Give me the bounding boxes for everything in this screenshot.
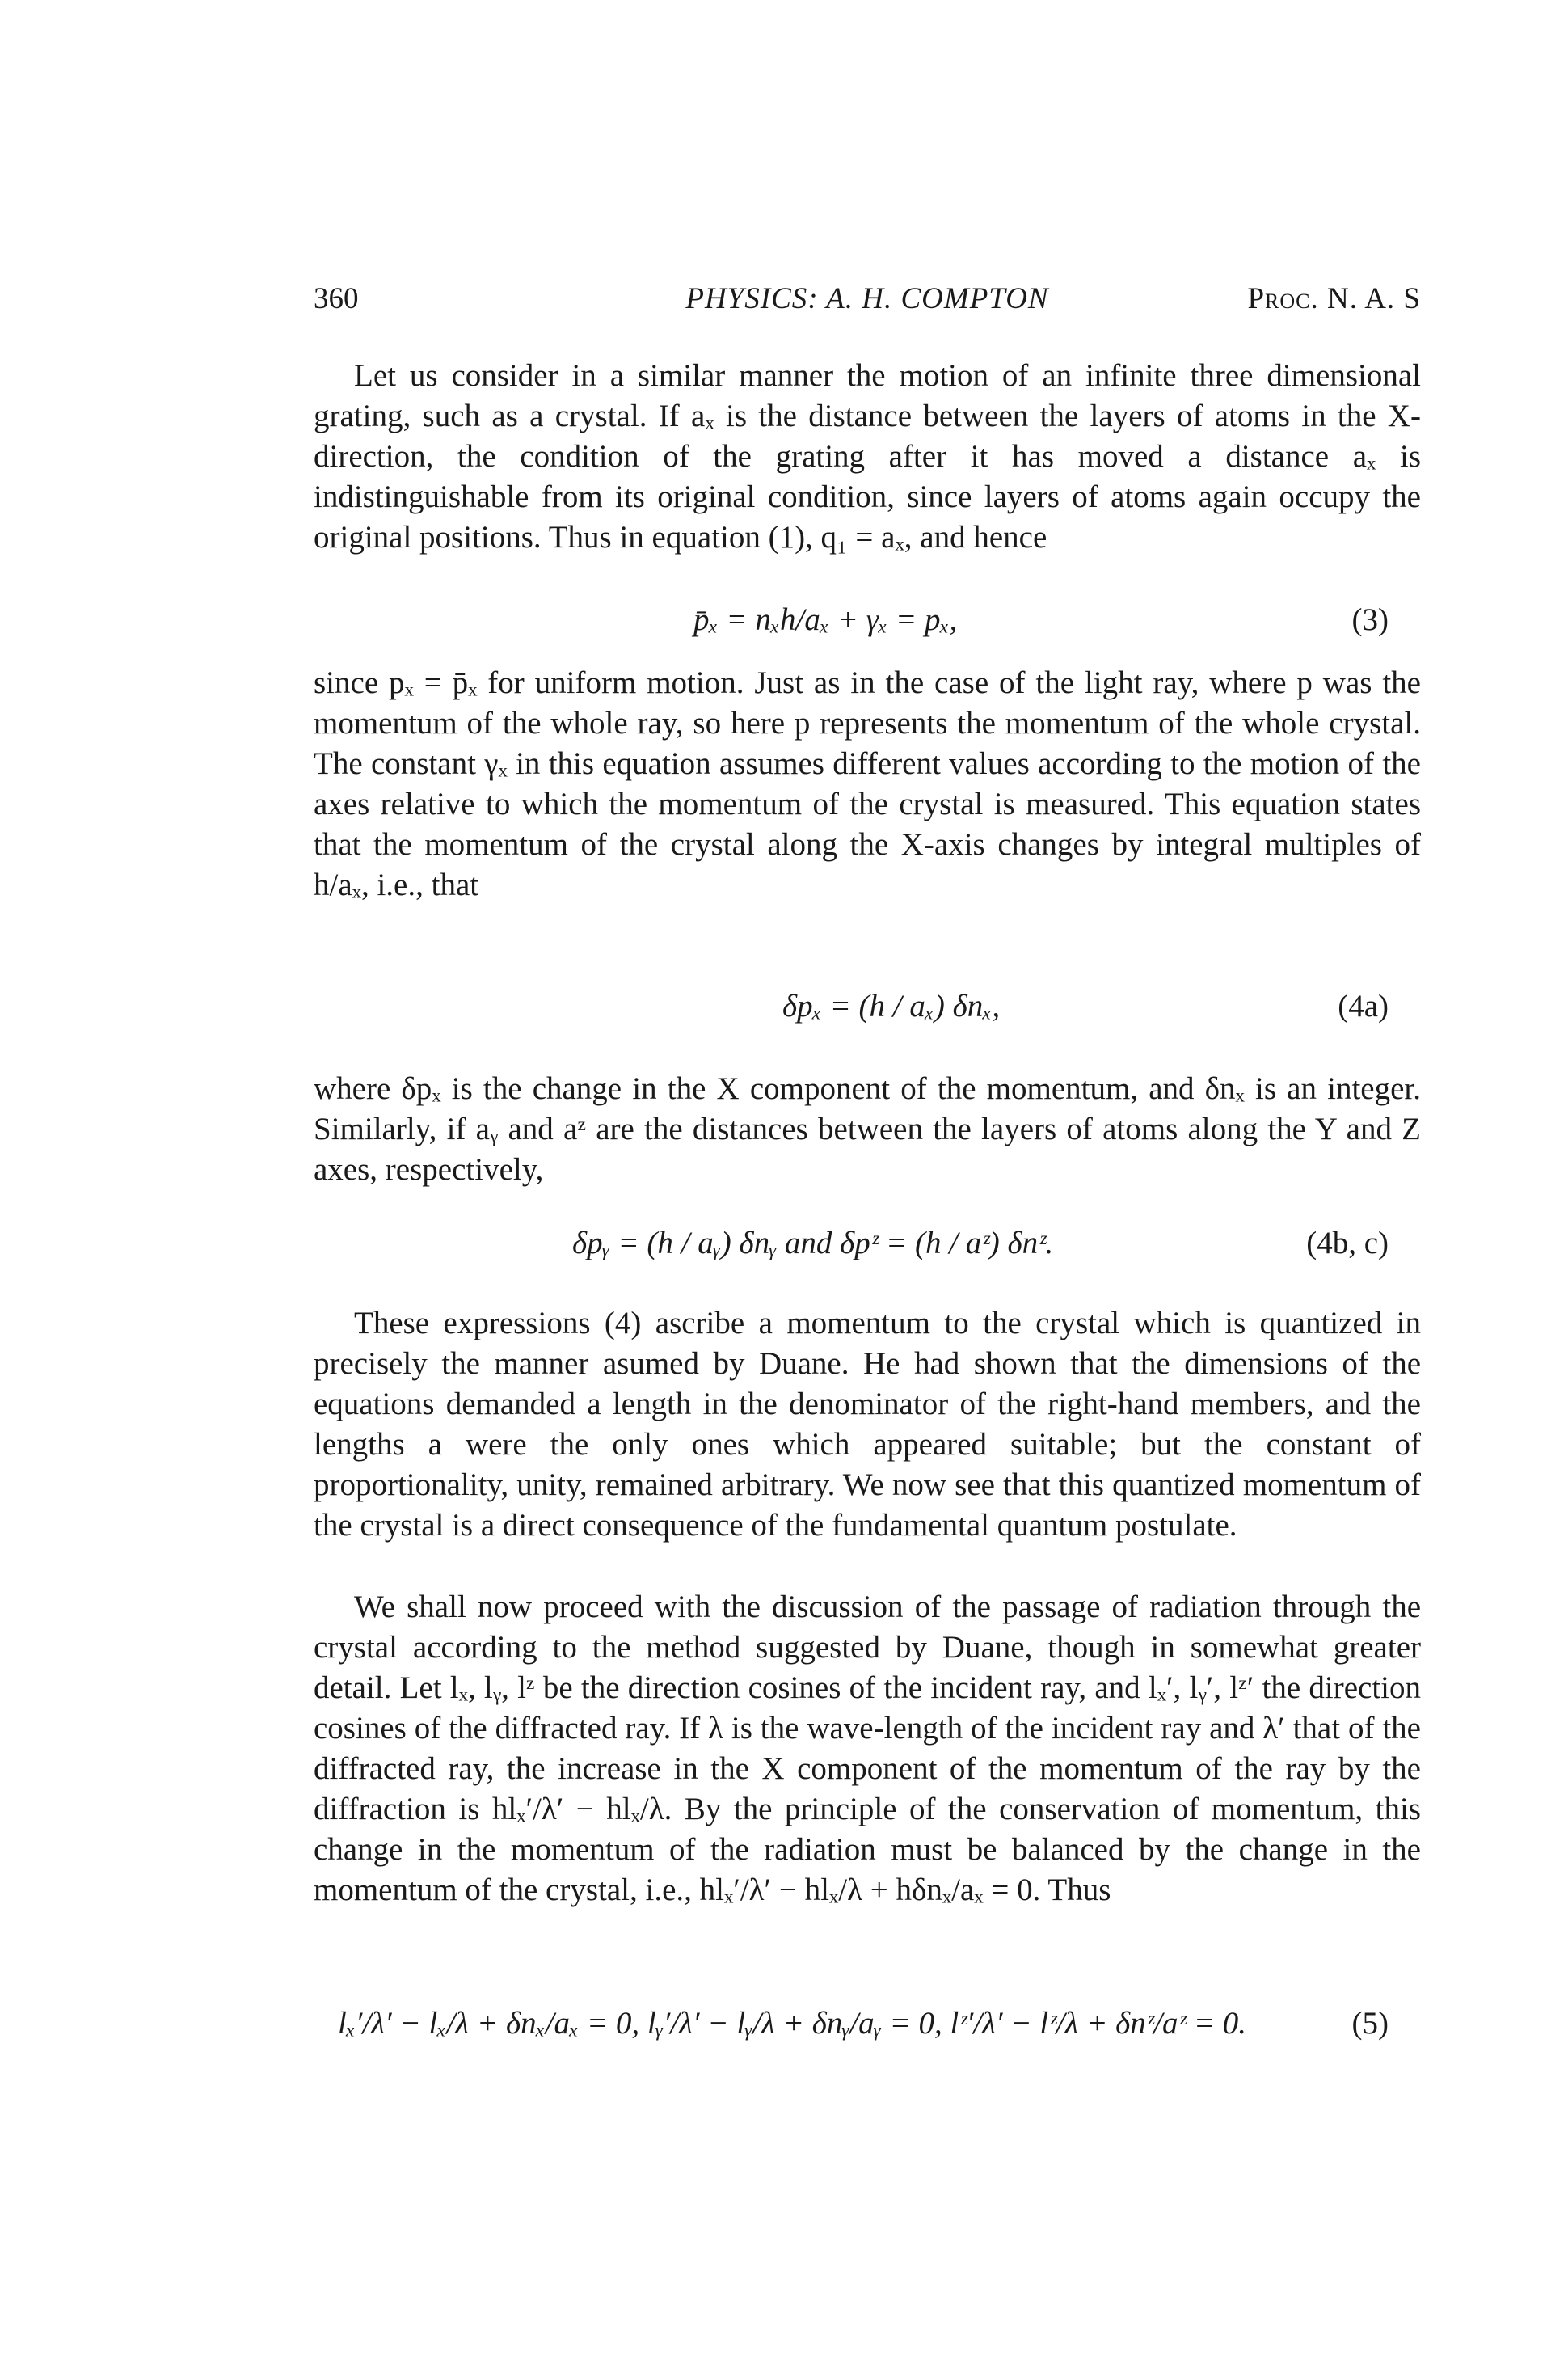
equation-body: p̄ₓ = nₓh/aₓ + γₓ = pₓ, bbox=[693, 602, 958, 637]
running-title: PHYSICS: A. H. COMPTON bbox=[685, 282, 1049, 315]
paragraph-3 bbox=[314, 1069, 1421, 1190]
paragraph-5 bbox=[314, 1587, 1421, 1910]
running-header bbox=[314, 281, 1421, 322]
page-number: 360 bbox=[314, 282, 359, 315]
equation-number: (3) bbox=[1351, 602, 1389, 637]
paragraph-text: These expressions (4) ascribe a momentum to the crystal which is quantized in precisely the manner asumed by Duane. He had shown that the dimensions of the equations demanded a length in the denominator of the right-hand members, and the lengths a were the only ones which appeared suitable; but the constant of proportionality, unity, remained arbitrary. We now see that this quantized momentum of the crystal is a direct consequence of the fundamental quantum postulate. bbox=[314, 1306, 1421, 1543]
equation-number: (4a) bbox=[1338, 989, 1389, 1024]
equation-4a bbox=[314, 988, 1421, 1037]
equation-body: δpᵧ = (h / aᵧ) δnᵧ and δpᶻ = (h / aᶻ) δnᶻ. bbox=[572, 1226, 1054, 1260]
paragraph-text: where δpₓ is the change in the X component of the momentum, and δnₓ is an integer. Similarly, if aᵧ and aᶻ are the distances between the layers of atoms along the Y and Z axes, respectively, bbox=[314, 1071, 1421, 1187]
equation-number: (4b, c) bbox=[1306, 1226, 1389, 1260]
equation-body: lₓ′/λ′ − lₓ/λ + δnₓ/aₓ = 0, lᵧ′/λ′ − lᵧ/λ + δnᵧ/aᵧ = 0, lᶻ′/λ′ − lᶻ/λ + δnᶻ/aᶻ = 0. bbox=[338, 2006, 1247, 2041]
journal-name: Proc. N. A. S bbox=[1247, 282, 1421, 315]
paragraph-4 bbox=[314, 1303, 1421, 1546]
equation-4bc bbox=[314, 1225, 1421, 1273]
paragraph-1 bbox=[314, 356, 1421, 558]
equation-body: δpₓ = (h / aₓ) δnₓ, bbox=[782, 989, 1001, 1024]
equation-number: (5) bbox=[1351, 2006, 1389, 2041]
paragraph-text: Let us consider in a similar manner the motion of an infinite three dimensional grating, such as a crystal. If aₓ is the distance between the layers of atoms in the X-direction, the condition of the grating after it has moved a distance aₓ is indistinguishable from its original condition, since layers of atoms again occupy the original positions. Thus in equation (1), q₁ = aₓ, and hence bbox=[314, 358, 1421, 555]
paragraph-text: since pₓ = p̄ₓ for uniform motion. Just as in the case of the light ray, where p was the momentum of the whole ray, so here p represents the momentum of the whole crystal. The constant γₓ in this equation assumes different values according to the motion of the axes relative to which the momentum of the crystal is measured. This equation states that the momentum of the crystal along the X-axis changes by integral multiples of h/aₓ, i.e., that bbox=[314, 665, 1421, 902]
paragraph-2 bbox=[314, 663, 1421, 906]
equation-3 bbox=[314, 602, 1421, 650]
paragraph-text: We shall now proceed with the discussion of the passage of radiation through the crystal according to the method suggested by Duane, though in somewhat greater detail. Let lₓ, lᵧ, lᶻ be the direction cosines of the incident ray, and lₓ′, lᵧ′, lᶻ′ the direction cosines of the diffracted ray. If λ is the wave-length of the incident ray and λ′ that of the diffracted ray, the increase in the X component of the momentum of the ray by the diffraction is hlₓ′/λ′ − hlₓ/λ. By the principle of the conservation of momentum, this change in the momentum of the radiation must be balanced by the change in the momentum of the crystal, i.e., hlₓ′/λ′ − hlₓ/λ + hδnₓ/aₓ = 0. Thus bbox=[314, 1590, 1421, 1907]
equation-5 bbox=[314, 2005, 1421, 2054]
